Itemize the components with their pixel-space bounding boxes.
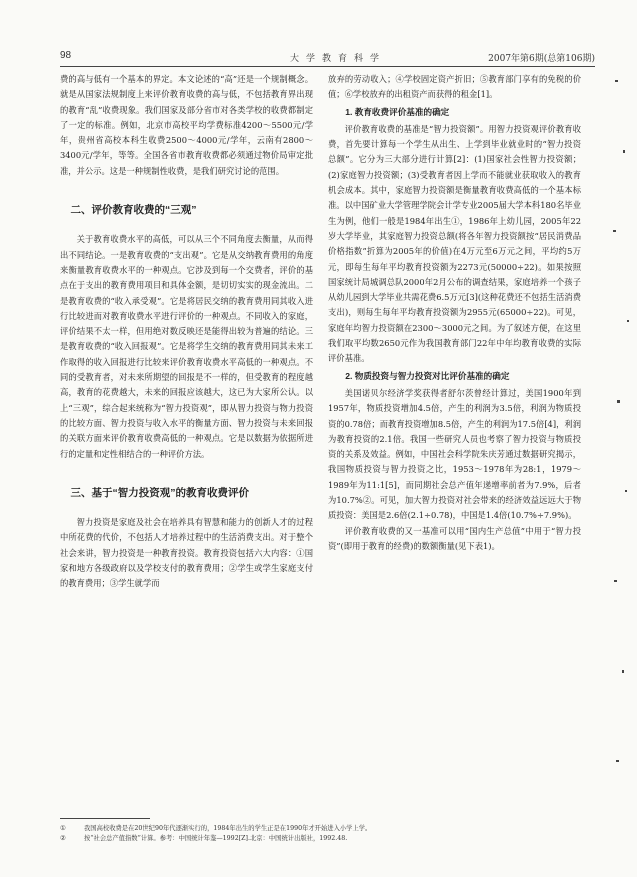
footnote-1-marker: ① bbox=[60, 825, 66, 832]
footnote-2 bbox=[60, 834, 595, 844]
footnote-1 bbox=[60, 824, 595, 834]
issue-info: 2007年第6期(总第106期) bbox=[488, 54, 595, 64]
subsection-2-heading: 2. 物质投资与智力投资对比评价基准的确定 bbox=[345, 370, 510, 381]
subsection-1-paragraph: 评价教育收费的基准是“智力投资额”。用智力投资观评价教育收费，首先要计算每一个学生从出生、上学到毕业就业时的“智力投资总额”。它分为三大部分进行计算[2]：(1)国家社会性智力投资额；(2)家庭智力投资额；(3)受教育者因上学而不能就业获取收入的教育机会成本。其中，家庭智力投资额是衡量教育收费高低的一个基本标准。以中国矿业大学管理学院会计学专业2005届大学本科180名毕业生为例，他们一般是1984年出生①，1986年上幼儿园，2005年22岁大学毕业，其家庭智力投资总额(将各年智力投资额按“居民消费品价格指数”折算为2005年的价值)在4万元至6万元之间，平均约5万元，即每生每年平均教育投资额为2273元(50000÷22)。如果按照国家统计局城调总队2000年2月公布的调查结果，家庭培养一个孩子从幼儿园到大学毕业共需花费6.5万元[3](这种花费还不包括生活消费支出)，则每生每年平均教育投资额为2955元(65000÷22)。可见，家庭年均智力投资额在2300～3000元之间。为了叙述方便，在这里我们取平均数2650元作为我国教育部门22年中年均教育收费的实际评价基准。 bbox=[328, 123, 581, 364]
footnotes bbox=[60, 824, 595, 844]
footnote-2-text: 按“社会总产值指数”计算。参考：中国统计年鉴—1992[Z].北京：中国统计出版社，1992.48. bbox=[84, 835, 348, 842]
scan-speck bbox=[616, 760, 619, 762]
scan-speck bbox=[622, 670, 624, 673]
header-rule bbox=[60, 66, 595, 67]
continuation-paragraph: 放弃的劳动收入；④学校固定资产折旧；⑤教育部门享有的免税的价值；⑥学校放弃的出租资产而获得的租金[1]。 bbox=[328, 74, 581, 100]
section-3-paragraph: 智力投资是家庭及社会在培养具有智慧和能力的创新人才的过程中所花费的代价，不包括人才培养过程中的生活消费支出。对于整个社会来讲，智力投资是一种教育投资。教育投资包括六大内容：①国家和地方各级政府以及学校支付的教育费用；②学生或学生家庭支付的教育费用；③学生就学而 bbox=[60, 517, 313, 589]
running-header bbox=[60, 50, 595, 66]
scan-speck bbox=[614, 580, 617, 582]
scan-speck bbox=[623, 150, 625, 153]
subsection-2-paragraph: 美国诺贝尔经济学奖获得者舒尔茨曾经计算过，美国1900年到1957年，物质投资增加4.5倍，产生的利润为3.5倍，利润为物质投资的0.78倍；而教育投资增加8.5倍，产生的利润为17.5倍[4]，利润为教育投资的2.1倍。我国一些研究人员也考察了智力投资与物质投资的关系及效益。例如，中国社会科学院朱庆芳通过数据研究揭示，我国物质投资与智力投资之比，1953～1978年为28:1，1979～1989年为11:1[5]，而同期社会总产值年递增率前者为7.9%，后者为10.7%②。可见，加大智力投资对社会带来的经济效益远远大于物质投资：美国是2.6倍(2.1÷0.78)，中国是1.4倍(10.7%÷7.9%)。 bbox=[328, 387, 581, 521]
subsection-1-heading: 1. 教育收费评价基准的确定 bbox=[345, 106, 450, 117]
intro-paragraph: 费的高与低有一个基本的界定。本文论述的“高”还是一个规制概念。就是从国家法规制度上来评价教育收费的高与低，不包括教育界出现的教育“乱”收费现象。我们国家及部分省市对各类学校的收费都制定了一定的标准。例如，北京市高校平均学费标准4200～5500元/学年，贵州省高校本科生收费2500～4000元/学年，云南有2800～3400元/学年，等等。全国各省市教育收费都必须通过物价局审定批准，并公示。这是一种规制性收费，是我们研究讨论的范围。 bbox=[60, 74, 313, 176]
scan-speck bbox=[617, 400, 620, 403]
section-3-heading: 三、基于“智力投资观”的教育收费评价 bbox=[70, 486, 249, 499]
scan-edge-artifacts bbox=[605, 60, 637, 840]
scan-speck bbox=[613, 230, 616, 232]
journal-title: 大学教育科学 bbox=[290, 54, 387, 64]
scan-speck bbox=[627, 320, 629, 322]
footnote-rule bbox=[60, 818, 150, 819]
page-number: 98 bbox=[60, 50, 72, 61]
scan-speck bbox=[625, 490, 627, 492]
section-2-paragraph: 关于教育收费水平的高低，可以从三个不同角度去衡量，从而得出不同结论。一是教育收费的“支出观”。它是从交纳教育费用的角度来衡量教育收费水平的一种观点。它涉及到每一个交费者，评价的基点在于支出的教育费用项目和具体金额，是切切实实的现金流出。二是教育收费的“收入承受观”。它是将居民交纳的教育费用同其收入进行比较进而对教育收费水平进行评价的一种观点。不同收入的家庭，评价结果不太一样，但用绝对数反映还是能得出较为普遍的结论。三是教育收费的“收入回报观”。它是将学生交纳的教育费用同其未来工作取得的收入回报进行比较来评价教育收费水平高低的一种观点。不同的受教育者，对未来所期望的回报是不一样的，但受教育的程度越高，教育的花费越大，未来的回报应该越大，这已为大家所公认。以上“三观”，综合起来统称为“智力投资观”，即从智力投资与物力投资的比较方面、智力投资与收入水平的衡量方面、智力投资与未来回报的关联方面来评价教育收费高低的一种观点。它是以数据为依据所进行的定量和定性相结合的一种评价方法。 bbox=[60, 234, 313, 459]
left-column bbox=[60, 72, 313, 592]
footnote-2-marker: ② bbox=[60, 835, 66, 842]
scan-speck bbox=[615, 80, 618, 82]
footnote-1-text: 我国高校收费是在20世纪90年代逐渐实行的，1984年出生的学生正是在1990年才开始进入小学上学。 bbox=[84, 825, 372, 832]
right-column bbox=[328, 72, 581, 554]
section-2-heading: 二、评价教育收费的“三观” bbox=[70, 204, 197, 217]
subsection-2-paragraph-2: 评价教育收费的又一基准可以用“国内生产总值”中用于“智力投资”(即用于教育的经费)的数额衡量(见下表1)。 bbox=[328, 525, 581, 551]
